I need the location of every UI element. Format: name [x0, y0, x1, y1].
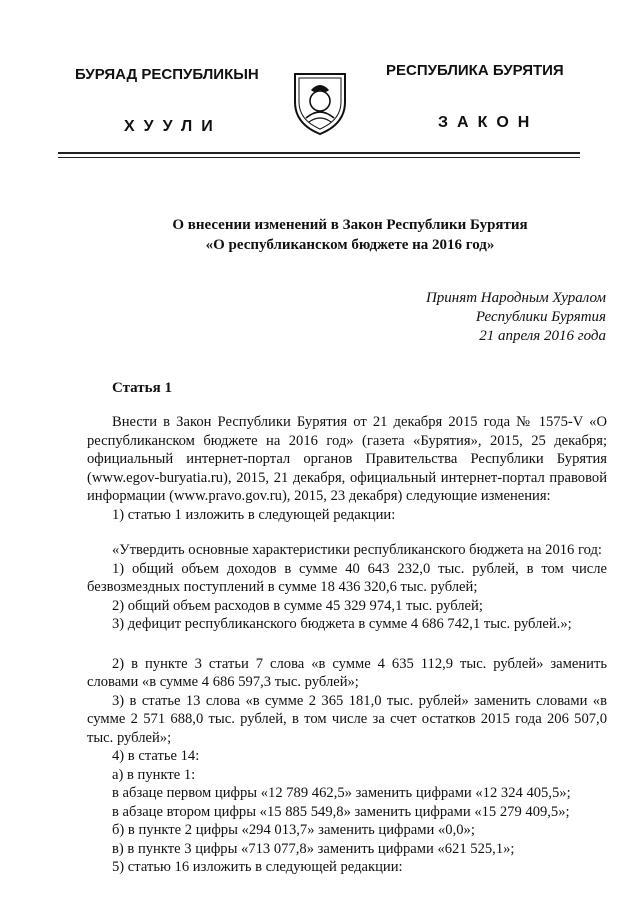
adoption-date: 21 апреля 2016 года [479, 328, 606, 344]
article-body [87, 413, 607, 877]
paragraph: Внести в Закон Республики Бурятия от 21 декабря 2015 года № 1575-V «О республиканском бюджете на 2016 год» (газета «Бурятия», 2015, 25 декабря; официальный интернет-портал органов Правительства Республики Бурятия (www.egov-buryatia.ru), 2015, 21 декабря, официальный интернет-портал правовой информации (www.pravo.gov.ru), 2015, 23 декабря) следующие изменения: [87, 414, 607, 504]
paragraph: 5) статью 16 изложить в следующей редакции: [112, 859, 403, 875]
header-right-subtitle: ЗАКОН [438, 114, 539, 131]
header-right-title: РЕСПУБЛИКА БУРЯТИЯ [386, 62, 564, 79]
paragraph: в абзаце втором цифры «15 885 549,8» заменить цифрами «15 279 409,5»; [112, 803, 570, 820]
adoption-note [426, 289, 606, 346]
paragraph: а) в пункте 1: [112, 766, 196, 783]
law-title-line: О внесении изменений в Закон Республики Бурятия [172, 217, 528, 233]
paragraph: б) в пункте 2 цифры «294 013,7» заменить цифрами «0,0»; [112, 822, 475, 838]
paragraph: 3) в статье 13 слова «в сумме 2 365 181,0 тыс. рублей» заменить словами «в сумме 2 571 688,0 тыс. рублей, в том числе за счет остатков 2015 года 206 507,0 тыс. рублей»; [87, 692, 607, 746]
paragraph: 1) общий объем доходов в сумме 40 643 232,0 тыс. рублей, в том числе безвозмездных поступлений в сумме 18 436 320,6 тыс. рублей; [87, 560, 607, 595]
law-title-line: «О республиканском бюджете на 2016 год» [205, 237, 495, 253]
header-left-title: БУРЯАД РЕСПУБЛИКЫН [75, 66, 259, 83]
adoption-line: Принят Народным Хуралом [425, 290, 606, 306]
paragraph: 2) в пункте 3 статьи 7 слова «в сумме 4 635 112,9 тыс. рублей» заменить словами «в сумме 4 686 597,3 тыс. рублей»; [87, 655, 607, 690]
paragraph: 3) дефицит республиканского бюджета в сумме 4 686 742,1 тыс. рублей.»; [112, 616, 572, 632]
paragraph: в) в пункте 3 цифры «713 077,8» заменить цифрами «621 525,1»; [112, 840, 515, 857]
header-left-subtitle: ХУУЛИ [124, 118, 222, 135]
header-divider-thick [58, 152, 580, 154]
paragraph: 2) общий объем расходов в сумме 45 329 974,1 тыс. рублей; [112, 597, 483, 614]
paragraph: «Утвердить основные характеристики республиканского бюджета на 2016 год: [112, 542, 602, 558]
paragraph: 4) в статье 14: [112, 748, 200, 764]
article-heading: Статья 1 [112, 380, 172, 396]
law-title [120, 215, 580, 255]
adoption-line: Республики Бурятия [475, 309, 606, 325]
header-divider-thin [58, 157, 580, 158]
paragraph: 1) статью 1 изложить в следующей редакции: [112, 506, 396, 523]
coat-of-arms-icon [289, 68, 351, 136]
paragraph: в абзаце первом цифры «12 789 462,5» заменить цифрами «12 324 405,5»; [112, 785, 571, 801]
